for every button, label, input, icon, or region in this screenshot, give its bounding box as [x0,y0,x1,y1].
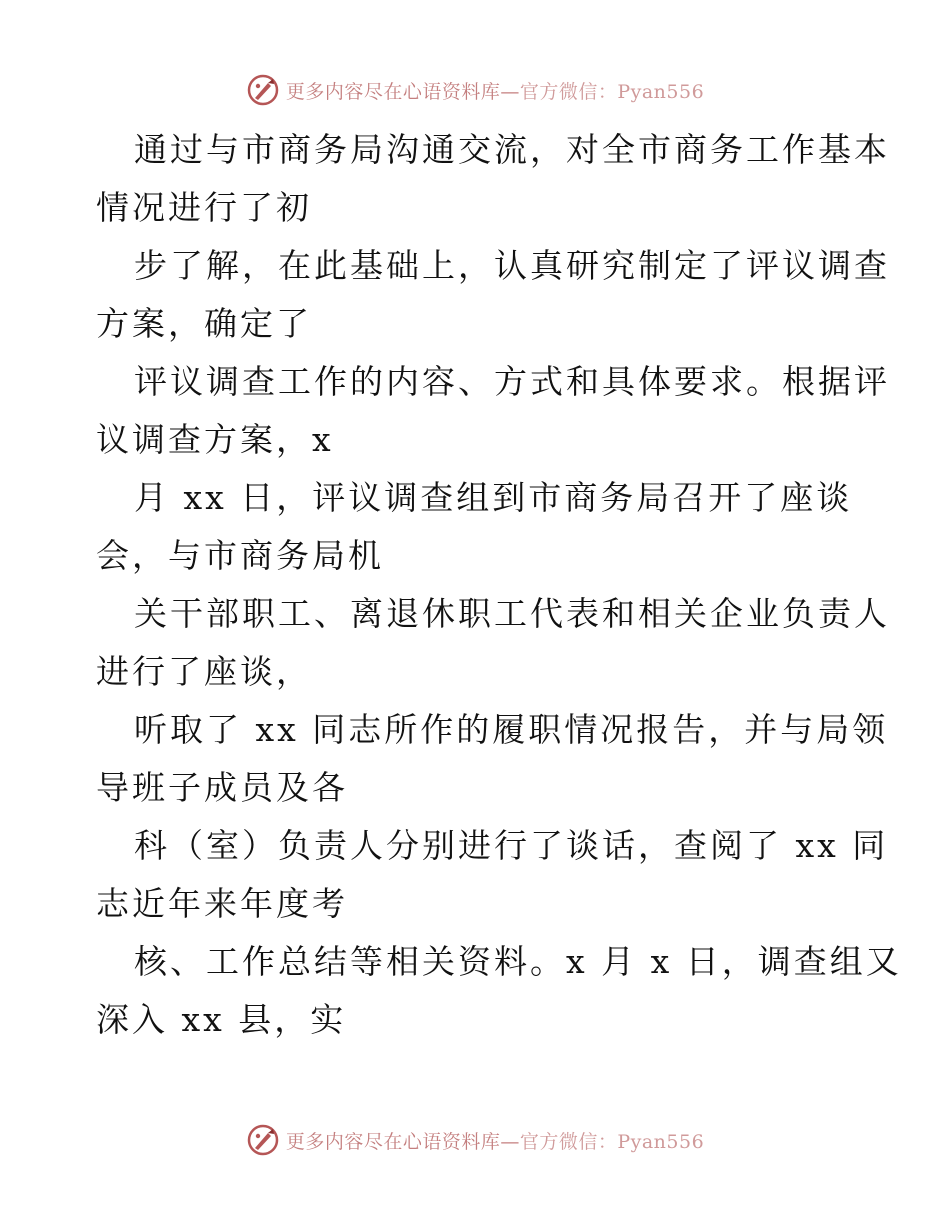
paragraph [96,237,890,353]
footer-dash: — [500,1130,520,1153]
paragraph-line: 关干部职工、离退休职工代表和相关企业负责人 [134,594,890,633]
paragraph [96,701,889,817]
header-text [286,77,704,104]
paragraph [96,585,890,701]
paragraph [96,121,890,237]
paragraph-line: 深入 xx 县，实 [96,1000,347,1039]
paragraph-line: 听取了 xx 同志所作的履职情况报告，并与局领 [134,710,889,749]
paragraph-line: 议调查方案，x [96,420,334,459]
footer-banner [0,1120,950,1160]
paragraph [96,817,889,933]
header-dash: — [500,80,520,103]
quill-pen-logo-icon [246,73,280,107]
header-wechat-text: 官方微信：Pyan556 [519,80,705,103]
footer-wechat-text: 官方微信：Pyan556 [519,1130,705,1153]
paragraph-line: 志近年来年度考 [96,884,348,923]
paragraph-line: 月 xx 日，评议调查组到市商务局召开了座谈 [134,478,853,517]
footer-text [286,1127,704,1154]
paragraph [96,469,856,585]
paragraph [96,933,902,1049]
paragraph-line: 会，与市商务局机 [96,536,384,575]
paragraph-line: 情况进行了初 [96,188,312,227]
document-body [96,121,902,1049]
paragraph-line: 步了解，在此基础上，认真研究制定了评议调查 [134,246,890,285]
paragraph-line: 进行了座谈， [96,652,312,691]
paragraph [96,353,890,469]
paragraph-line: 核、工作总结等相关资料。x 月 x 日，调查组又 [134,942,902,981]
paragraph-line: 科（室）负责人分别进行了谈话，查阅了 xx 同 [134,826,889,865]
paragraph-line: 导班子成员及各 [96,768,348,807]
footer-site-text: 更多内容尽在心语资料库 [285,1130,501,1153]
header-site-text: 更多内容尽在心语资料库 [285,80,501,103]
quill-pen-logo-icon [246,1123,280,1157]
paragraph-line: 通过与市商务局沟通交流，对全市商务工作基本 [134,130,890,169]
paragraph-line: 方案，确定了 [96,304,312,343]
paragraph-line: 评议调查工作的内容、方式和具体要求。根据评 [134,362,890,401]
header-banner [0,70,950,110]
